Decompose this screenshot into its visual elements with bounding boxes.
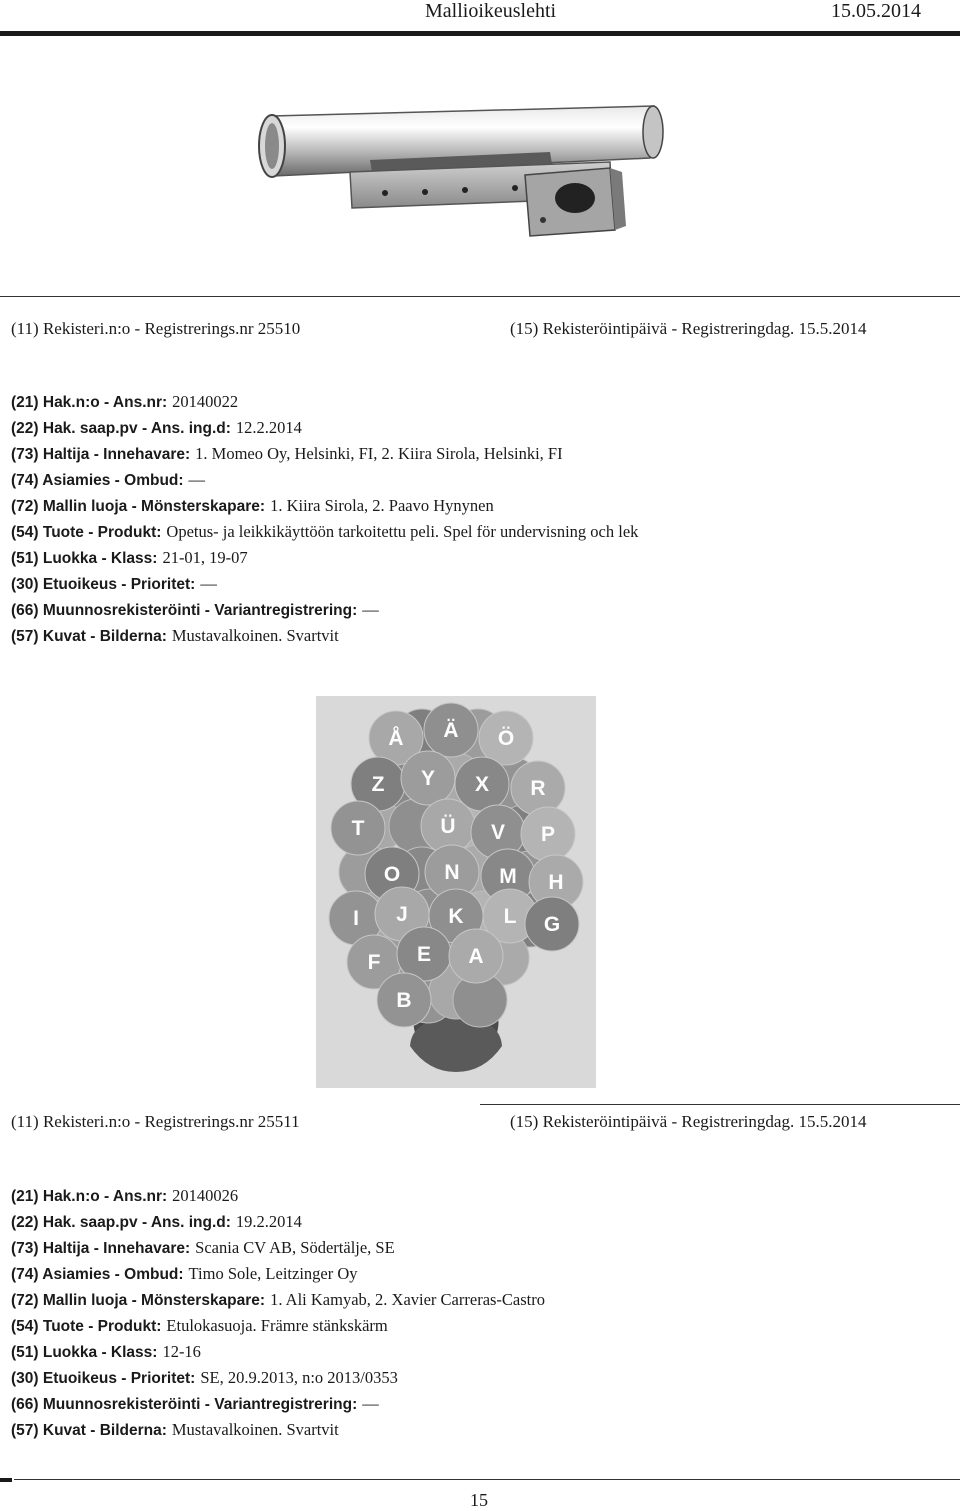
tree-letter: L [503, 905, 517, 928]
field-application-number: (21) Hak.n:o - Ans.nr: 20140022 [11, 392, 239, 411]
publication-title: Mallioikeuslehti [425, 0, 557, 22]
field-agent: (74) Asiamies - Ombud: — [11, 470, 206, 489]
tree-letter: N [444, 861, 460, 884]
field-images: (57) Kuvat - Bilderna: Mustavalkoinen. Svartvit [11, 1420, 339, 1439]
product-photo-letter-tree [316, 696, 596, 1088]
tree-letter: F [367, 951, 381, 974]
entry-rule [0, 296, 960, 297]
page-number: 15 [470, 1490, 488, 1510]
tree-letter: Ö [497, 727, 515, 750]
field-designer: (72) Mallin luoja - Mönsterskapare: 1. Ali Kamyab, 2. Xavier Carreras-Castro [11, 1290, 546, 1309]
entry-rule [480, 1104, 960, 1105]
tree-letter: Y [420, 767, 436, 790]
tree-letter: Z [371, 773, 385, 796]
footer-rule [14, 1479, 960, 1480]
tree-letter: I [353, 907, 359, 930]
tree-letter: H [548, 871, 564, 894]
tree-letter: Å [388, 727, 404, 750]
field-variant-registration: (66) Muunnosrekisteröinti - Variantregistrering: — [11, 1394, 379, 1413]
field-application-number: (21) Hak.n:o - Ans.nr: 20140026 [11, 1186, 239, 1205]
publication-date: 15.05.2014 [831, 0, 921, 22]
field-priority: (30) Etuoikeus - Prioritet: — [11, 574, 217, 593]
tree-letter: A [468, 945, 484, 968]
tree-letter: Ü [440, 815, 456, 838]
entry-fields [11, 1183, 545, 1443]
field-owner: (73) Haltija - Innehavare: Scania CV AB, Södertälje, SE [11, 1238, 395, 1257]
tree-letter: V [490, 821, 506, 844]
field-product: (54) Tuote - Produkt: Opetus- ja leikkikäyttöön tarkoitettu peli. Spel för undervisning och lek [11, 522, 639, 541]
field-filing-date: (22) Hak. saap.pv - Ans. ing.d: 12.2.2014 [11, 418, 302, 437]
header-rule [0, 31, 960, 36]
field-class: (51) Luokka - Klass: 12-16 [11, 1342, 201, 1361]
entry-fields [11, 389, 638, 649]
tree-letter: Ä [443, 719, 459, 742]
tree-letter: T [351, 817, 365, 840]
field-product: (54) Tuote - Produkt: Etulokasuoja. Främre stänkskärm [11, 1316, 388, 1335]
field-images: (57) Kuvat - Bilderna: Mustavalkoinen. Svartvit [11, 626, 339, 645]
registration-number: (11) Rekisteri.n:o - Registrerings.nr 25510 [11, 319, 301, 338]
footer-mark [0, 1478, 12, 1482]
tree-letter: E [416, 943, 432, 966]
registration-date: (15) Rekisteröintipäivä - Registreringdag. 15.5.2014 [510, 1112, 867, 1131]
tree-letter: G [543, 913, 561, 936]
field-class: (51) Luokka - Klass: 21-01, 19-07 [11, 548, 248, 567]
tree-letter: J [396, 903, 408, 926]
registration-date: (15) Rekisteröintipäivä - Registreringdag. 15.5.2014 [510, 319, 867, 338]
field-variant-registration: (66) Muunnosrekisteröinti - Variantregistrering: — [11, 600, 379, 619]
tree-letter: P [540, 823, 556, 846]
field-owner: (73) Haltija - Innehavare: 1. Momeo Oy, Helsinki, FI, 2. Kiira Sirola, Helsinki, FI [11, 444, 563, 463]
field-designer: (72) Mallin luoja - Mönsterskapare: 1. Kiira Sirola, 2. Paavo Hynynen [11, 496, 494, 515]
tree-letter: B [396, 989, 412, 1012]
tree-letter: R [530, 777, 546, 800]
field-filing-date: (22) Hak. saap.pv - Ans. ing.d: 19.2.2014 [11, 1212, 302, 1231]
tree-letter: K [448, 905, 464, 928]
field-agent: (74) Asiamies - Ombud: Timo Sole, Leitzinger Oy [11, 1264, 358, 1283]
tree-letter: M [499, 865, 517, 888]
field-priority: (30) Etuoikeus - Prioritet: SE, 20.9.2013, n:o 2013/0353 [11, 1368, 398, 1387]
tree-letter: O [383, 863, 401, 886]
tree-letter: X [474, 773, 490, 796]
registration-number: (11) Rekisteri.n:o - Registrerings.nr 25511 [11, 1112, 300, 1131]
product-photo-tube [250, 80, 690, 275]
